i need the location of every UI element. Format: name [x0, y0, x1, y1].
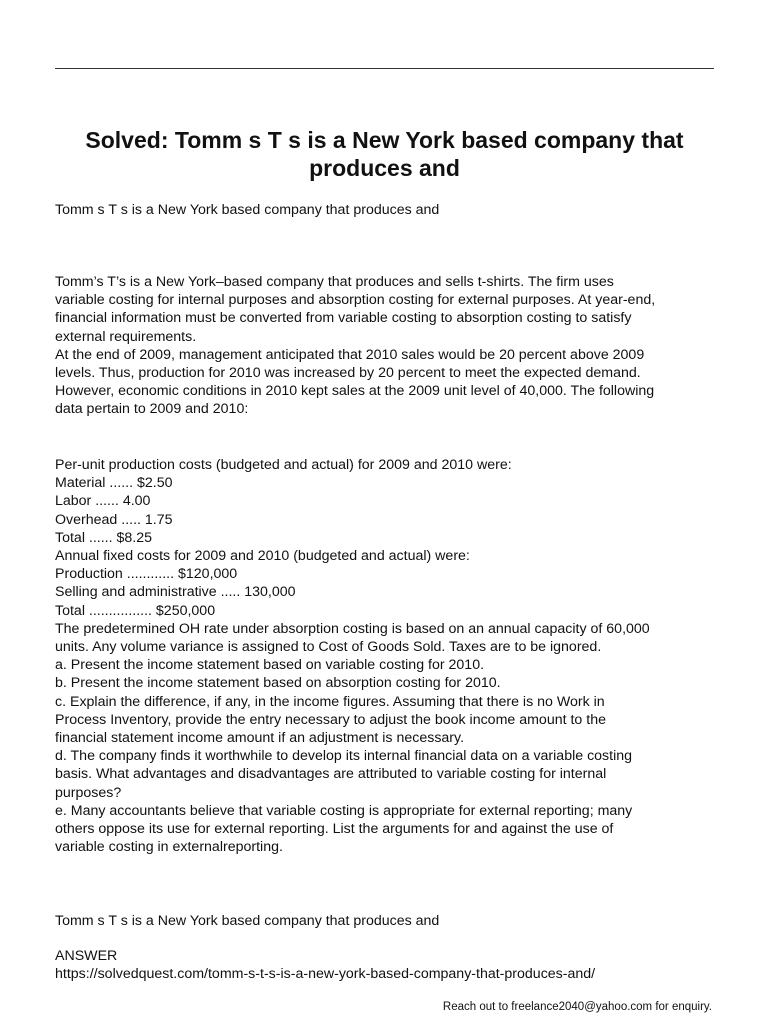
intro-line: variable costing for internal purposes and absorption costing for external purposes. At year-end, — [55, 292, 656, 309]
detail-line: financial statement income amount if an adjustment is necessary. — [55, 730, 465, 747]
detail-line: Overhead ..... 1.75 — [55, 511, 173, 528]
header-divider — [55, 68, 714, 69]
detail-line: Annual fixed costs for 2009 and 2010 (budgeted and actual) were: — [55, 548, 470, 565]
detail-line: d. The company finds it worthwhile to develop its internal financial data on a variable costing — [55, 748, 633, 765]
detail-line: others oppose its use for external reporting. List the arguments for and against the use of — [55, 821, 614, 838]
intro-line: financial information must be converted from variable costing to absorption costing to satisfy — [55, 310, 632, 327]
detail-line: e. Many accountants believe that variable costing is appropriate for external reporting; many — [55, 802, 633, 819]
detail-line: Total ................ $250,000 — [55, 602, 216, 619]
detail-line: basis. What advantages and disadvantages are attributed to variable costing for internal — [55, 766, 607, 783]
detail-line: The predetermined OH rate under absorption costing is based on an annual capacity of 60,000 — [55, 620, 650, 637]
detail-line: b. Present the income statement based on absorption costing for 2010. — [55, 675, 501, 692]
detail-line: Process Inventory, provide the entry necessary to adjust the book income amount to the — [55, 711, 606, 728]
answer-link[interactable]: https://solvedquest.com/tomm-s-t-s-is-a-new-york-based-company-that-produces-and/ — [55, 966, 596, 982]
detail-line: a. Present the income statement based on variable costing for 2010. — [55, 657, 485, 674]
details-section — [55, 456, 725, 856]
intro-line: external requirements. — [55, 328, 197, 345]
intro-line: data pertain to 2009 and 2010: — [55, 401, 249, 418]
detail-line: Per-unit production costs (budgeted and actual) for 2009 and 2010 were: — [55, 457, 512, 473]
intro-line: However, economic conditions in 2010 kept sales at the 2009 unit level of 40,000. The following — [55, 383, 655, 400]
page-title: Solved: Tomm s T s is a New York based company that produces and — [85, 127, 684, 181]
detail-line: Selling and administrative ..... 130,000 — [55, 584, 296, 601]
intro-line: Tomm’s T’s is a New York–based company that produces and sells t-shirts. The firm uses — [55, 274, 614, 290]
detail-line: Total ...... $8.25 — [55, 529, 153, 546]
detail-line: Labor ...... 4.00 — [55, 493, 151, 510]
intro-paragraph — [55, 273, 725, 419]
detail-line: purposes? — [55, 784, 122, 801]
detail-line: Material ...... $2.50 — [55, 475, 173, 492]
detail-line: units. Any volume variance is assigned to Cost of Goods Sold. Taxes are to be ignored. — [55, 639, 602, 656]
detail-line: variable costing in externalreporting. — [55, 839, 283, 856]
intro-line: levels. Thus, production for 2010 was increased by 20 percent to meet the expected demand. — [55, 365, 641, 382]
detail-line: c. Explain the difference, if any, in the income figures. Assuming that there is no Work in — [55, 693, 605, 710]
detail-line: Production ............ $120,000 — [55, 566, 238, 583]
footer-title: Tomm s T s is a New York based company that produces and — [55, 913, 440, 929]
contact-note: Reach out to freelance2040@yahoo.com for enquiry. — [442, 1001, 712, 1013]
subtitle: Tomm s T s is a New York based company that produces and — [55, 202, 440, 218]
intro-line: At the end of 2009, management anticipated that 2010 sales would be 20 percent above 2009 — [55, 346, 645, 363]
answer-label: ANSWER — [55, 948, 118, 964]
